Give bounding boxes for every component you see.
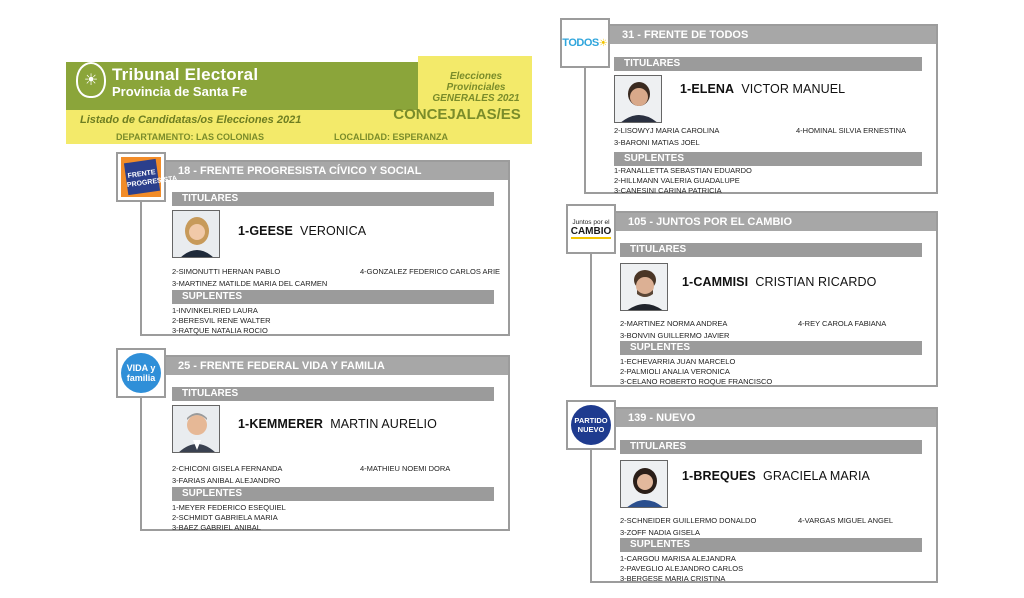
suplente-2: 2-BERESVIL RENE WALTER [172, 316, 271, 325]
head-number: 1-CAMMISI [682, 275, 749, 289]
category-title: CONCEJALAS/ES [393, 106, 521, 123]
election-line-1: Elecciones Provinciales [446, 71, 506, 93]
titular-2: 2-SIMONUTTI HERNAN PABLO [172, 267, 281, 276]
party-logo-partido-nuevo [566, 400, 616, 450]
party-card-31 [584, 24, 938, 194]
suplente-2: 2-PALMIOLI ANALIA VERONICA [620, 367, 730, 376]
titular-2: 2-SCHNEIDER GUILLERMO DONALDO [620, 516, 757, 525]
titular-2: 2-CHICONI GISELA FERNANDA [172, 464, 283, 473]
suplente-2: 2-PAVEGLIO ALEJANDRO CARLOS [620, 564, 744, 573]
party-card-25 [140, 355, 510, 531]
head-candidate [680, 82, 845, 96]
titular-4: 4-HOMINAL SILVIA ERNESTINA [796, 126, 907, 135]
party-logo-vida-familia [116, 348, 166, 398]
suplente-3: 3-CANESINI CARINA PATRICIA [614, 186, 722, 195]
titular-3: 3-BARONI MATIAS JOEL [614, 138, 700, 147]
suplente-3: 3-BERGESE MARIA CRISTINA [620, 574, 726, 583]
head-candidate [682, 275, 876, 289]
party-title: 18 - FRENTE PROGRESISTA CÍVICO Y SOCIAL [142, 162, 508, 180]
party-title: 139 - NUEVO [592, 409, 936, 427]
titular-4: 4-MATHIEU NOEMI DORA [360, 464, 451, 473]
candidate-photo [172, 210, 220, 258]
localidad-label: LOCALIDAD: ESPERANZA [334, 132, 448, 142]
header-banner [66, 56, 532, 144]
party-logo-frente-progresista [116, 152, 178, 202]
titular-3: 3-ZOFF NADIA GISELA [620, 528, 701, 537]
suplente-2: 2-SCHMIDT GABRIELA MARIA [172, 513, 278, 522]
suplente-3: 3-CELANO ROBERTO ROQUE FRANCISCO [620, 377, 773, 386]
titular-2: 2-MARTINEZ NORMA ANDREA [620, 319, 728, 328]
provincial-seal-icon: ☀ [76, 62, 106, 98]
titular-4: 4-VARGAS MIGUEL ANGEL [798, 516, 894, 525]
titulares-bar: TITULARES [620, 243, 922, 257]
titular-4: 4-GONZALEZ FEDERICO CARLOS ARIE [360, 267, 501, 276]
party-title: 25 - FRENTE FEDERAL VIDA Y FAMILIA [142, 357, 508, 375]
head-name: GRACIELA MARIA [763, 469, 870, 483]
party-logo-frente-de-todos [560, 18, 610, 68]
suplentes-bar: SUPLENTES [172, 487, 494, 501]
head-name: MARTIN AURELIO [330, 417, 437, 431]
juntos-logo-top-text: Juntos por el [572, 219, 610, 226]
titular-4: 4-REY CAROLA FABIANA [798, 319, 887, 328]
suplente-3: 3-BAEZ GABRIEL ANIBAL [172, 523, 261, 532]
titulares-bar: TITULARES [172, 387, 494, 401]
head-number: 1-ELENA [680, 82, 735, 96]
listado-title: Listado de Candidatas/os Elecciones 2021 [80, 114, 302, 126]
party-card-18 [140, 160, 510, 336]
suplentes-bar: SUPLENTES [620, 538, 922, 552]
frente-progresista-logo-text: FRENTE PROGRESISTA [124, 159, 160, 195]
party-card-139 [590, 407, 938, 583]
head-candidate [238, 417, 437, 431]
party-logo-juntos-por-el-cambio [566, 204, 616, 254]
party-title: 31 - FRENTE DE TODOS [586, 26, 936, 44]
sun-icon: ☀ [598, 37, 608, 49]
election-line-2: GENERALES 2021 [432, 93, 520, 104]
suplente-1: 1-RANALLETTA SEBASTIAN EDUARDO [614, 166, 752, 175]
titulares-bar: TITULARES [620, 440, 922, 454]
titular-3: 3-MARTINEZ MATILDE MARIA DEL CARMEN [172, 279, 328, 288]
titular-3: 3-FARIAS ANIBAL ALEJANDRO [172, 476, 281, 485]
head-name: VICTOR MANUEL [741, 82, 846, 96]
head-candidate [682, 469, 870, 483]
titular-2: 2-LISOWYJ MARIA CAROLINA [614, 126, 720, 135]
party-title: 105 - JUNTOS POR EL CAMBIO [592, 213, 936, 231]
suplentes-bar: SUPLENTES [620, 341, 922, 355]
departamento-label: DEPARTAMENTO: LAS COLONIAS [116, 132, 264, 142]
candidate-photo [620, 263, 668, 311]
head-candidate [238, 224, 366, 238]
suplente-1: 1-ECHEVARRIA JUAN MARCELO [620, 357, 736, 366]
head-name: VERONICA [300, 224, 367, 238]
suplente-1: 1-MEYER FEDERICO ESEQUIEL [172, 503, 286, 512]
vida-familia-logo-icon: VIDA y familia [121, 353, 161, 393]
head-number: 1-KEMMERER [238, 417, 324, 431]
frente-progresista-icon [121, 157, 178, 197]
suplentes-bar: SUPLENTES [614, 152, 922, 166]
head-number: 1-GEESE [238, 224, 293, 238]
head-name: CRISTIAN RICARDO [755, 275, 877, 289]
partido-nuevo-logo-icon: PARTIDO NUEVO [571, 405, 611, 445]
suplente-1: 1-CARGOU MARISA ALEJANDRA [620, 554, 736, 563]
party-card-105 [590, 211, 938, 387]
frente-de-todos-logo-text: TODOS [562, 37, 599, 49]
titular-3: 3-BONVIN GUILLERMO JAVIER [620, 331, 730, 340]
suplente-1: 1-INVINKELRIED LAURA [172, 306, 258, 315]
suplentes-bar: SUPLENTES [172, 290, 494, 304]
org-subtitle: Provincia de Santa Fe [112, 84, 248, 99]
candidate-photo [172, 405, 220, 453]
candidate-photo [620, 460, 668, 508]
candidate-photo [614, 75, 662, 123]
cambio-logo-text: CAMBIO [570, 226, 612, 237]
titulares-bar: TITULARES [614, 57, 922, 71]
titulares-bar: TITULARES [172, 192, 494, 206]
head-number: 1-BREQUES [682, 469, 756, 483]
election-label [422, 71, 530, 104]
suplente-2: 2-HILLMANN VALERIA GUADALUPE [614, 176, 740, 185]
org-title: Tribunal Electoral [112, 65, 259, 84]
suplente-3: 3-RATQUE NATALIA ROCIO [172, 326, 268, 335]
